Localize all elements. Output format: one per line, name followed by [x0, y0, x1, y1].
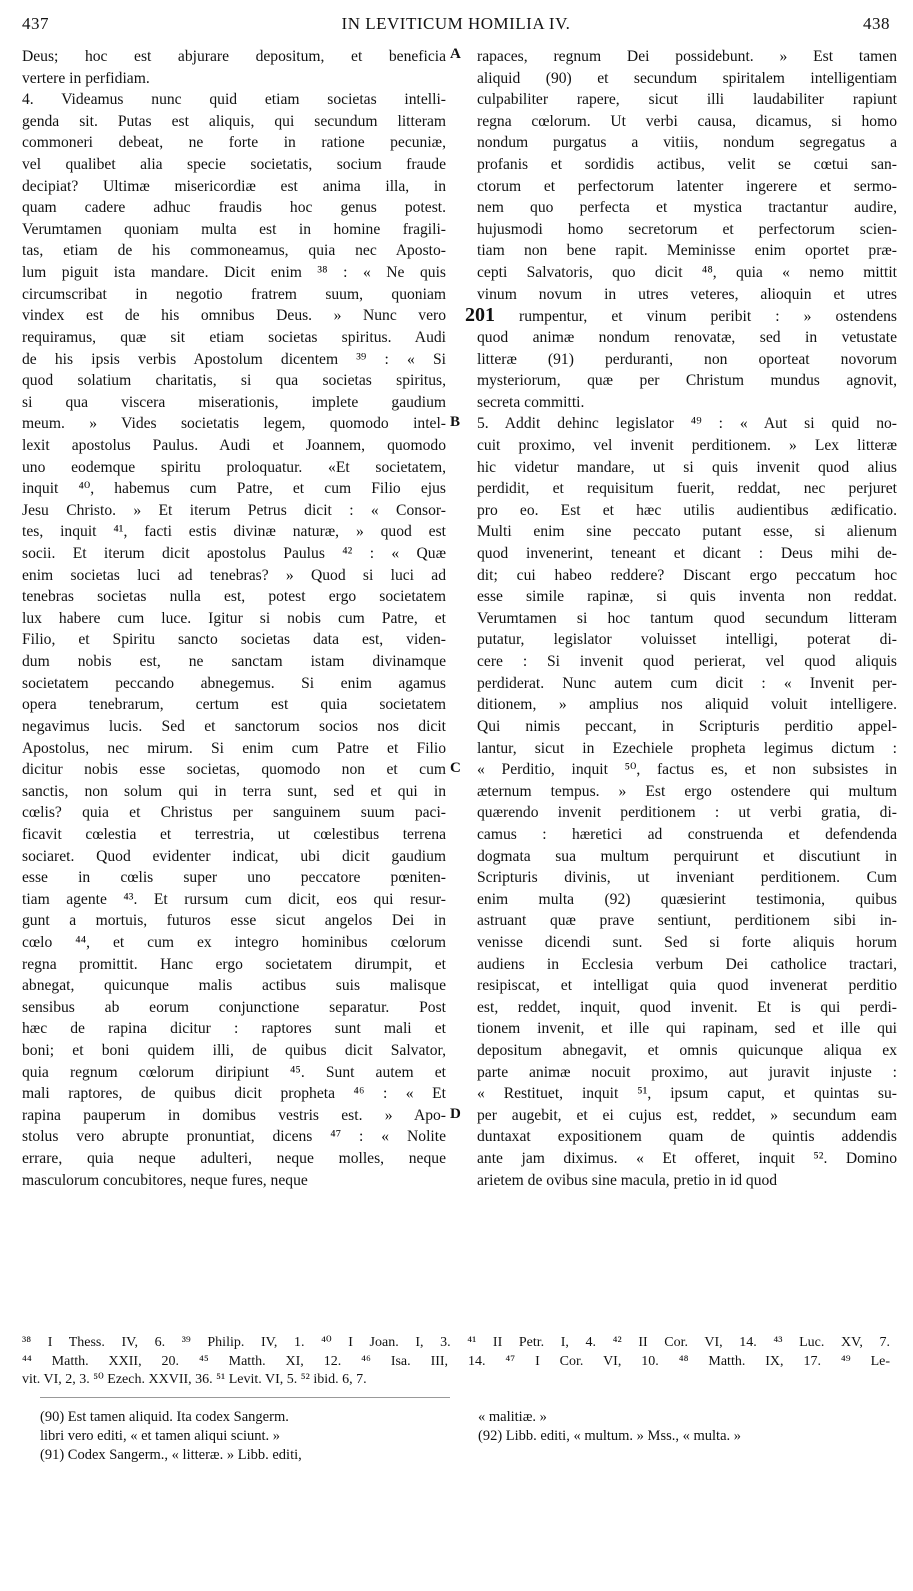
text-line: hujusmodi homo secretorum et perfectorum scien-: [477, 220, 897, 238]
text-line: masculorum concubitores, neque fures, neque: [22, 1171, 308, 1189]
margin-marker-d: D: [450, 1106, 461, 1122]
editor-note-line: (91) Codex Sangerm., « litteræ. » Libb. editi,: [40, 1447, 302, 1463]
text-line: meum. » Vides societatis legem, quomodo intel-: [22, 415, 446, 433]
text-line: nem quo perfecta et mystica tractantur audire,: [477, 199, 897, 217]
text-line: tas, etiam de his commoneamus, quia nec Aposto-: [22, 242, 446, 260]
text-line: hic videtur mandare, ut si quis invenit quod alius: [477, 458, 897, 476]
text-line: quam cadere adhuc fraudis hoc genus potest.: [22, 199, 446, 217]
text-line: ante jam diximus. « Et offeret, inquit ⁵². Domino: [477, 1150, 897, 1168]
text-line: astruant quæ prave sentiunt, perditionem sibi in-: [477, 912, 897, 930]
text-line: dit; cui habeo reddere? Discant ergo peccatum hoc: [477, 566, 897, 584]
text-line: tenebras societas nulla est, potest ergo societatem: [22, 588, 446, 606]
text-line: resipiscat, et intelligat quia quod invenerat perditio: [477, 977, 897, 995]
editor-note-line: « malitiæ. »: [478, 1409, 547, 1425]
text-line: Jesu Christo. » Et iterum Petrus dicit : « Consor-: [22, 501, 446, 519]
text-line: esse simile rapinæ, si quis inventa non reddat.: [477, 588, 897, 606]
text-line: mysteriorum, quæ per Christum mundus agnovit,: [477, 372, 897, 390]
text-line: circumscribat in negotio fratrem suum, quoniam: [22, 285, 446, 303]
text-line: dicitur nobis esse societas, quomodo non et cum: [22, 761, 446, 779]
notes-divider: [40, 1397, 450, 1398]
text-line: quod animæ nondum renovatæ, sed in vetustate: [477, 328, 897, 346]
page-number-left: 437: [22, 14, 49, 33]
text-line: Filio, et Spiritu sancto societas data est, viden-: [22, 631, 446, 649]
text-line: æternum tempus. » Est ergo ostendere qui multum: [477, 782, 897, 800]
text-line: societatem peccando abnegemus. Si enim agamus: [22, 674, 446, 692]
text-line: quod invenerint, teneant et dicant : Deus mihi de-: [477, 545, 897, 563]
footnotes: [22, 1334, 890, 1390]
text-line: socii. Et iterum dicit apostolus Paulus ⁴² : « Quæ: [22, 545, 446, 563]
text-line: culpabiliter rapere, sicut illi laudabiliter rapiunt: [477, 91, 897, 109]
text-line: ficavit cœlestia et terrestria, ut cœlestibus terrena: [22, 825, 446, 843]
text-line: cepti Salvatoris, quo dicit ⁴⁸, quia « nemo mittit: [477, 264, 897, 282]
text-line: 5. Addit dehinc legislator ⁴⁹ : « Aut si quid no-: [477, 415, 897, 433]
text-line: Multi enim sine peccato putant esse, si alienum: [477, 523, 897, 541]
editor-notes-right: [478, 1408, 888, 1446]
margin-marker-b: B: [450, 414, 461, 430]
text-line: camus : hæretici ad construenda et defendenda: [477, 825, 897, 843]
text-line: Verumtamen si hoc tantum quod secundum litteram: [477, 609, 897, 627]
text-line: quia regnum cœlorum diripiunt ⁴⁵. Sunt autem et: [22, 1063, 446, 1081]
column-number: 201: [465, 305, 495, 327]
text-line: profanis et sordidis actibus, velit se cœtui san-: [477, 156, 897, 174]
text-line: audiens in Ecclesia verbum Dei catholice tractari,: [477, 955, 897, 973]
text-line: Verumtamen quoniam multa est in homine fragili-: [22, 220, 446, 238]
footnote-line: ³⁸ I Thess. IV, 6. ³⁹ Philip. IV, 1. ⁴⁰ I Joan. I, 3. ⁴¹ II Petr. I, 4. ⁴² II Cor. VI, 14. ⁴³ Luc. XV, 7.: [22, 1335, 890, 1350]
text-line: lantur, sicut in Ezechiele propheta legimus dictum :: [477, 739, 897, 757]
right-text-column: [465, 46, 897, 1191]
text-line: vel qualibet alia specie societatis, socium fraude: [22, 156, 446, 174]
text-line: pro eo. Est et hæc utilis audientibus ædificatio.: [477, 501, 897, 519]
text-line: cere : Si invenit quod perierat, vel quod aliquis: [477, 653, 897, 671]
editor-note-line: (90) Est tamen aliquid. Ita codex Sangerm.: [40, 1409, 289, 1425]
text-line: [465, 305, 897, 327]
running-header: [22, 14, 890, 40]
text-line: perdiderat. Nunc autem cum dicit : « Invenit per-: [477, 674, 897, 692]
text-line: arietem de ovibus sine macula, pretio in id quod: [477, 1171, 778, 1189]
text-line: tes, inquit ⁴¹, facti estis divinæ naturæ, » quod est: [22, 523, 446, 541]
text-line: Deus; hoc est abjurare depositum, et beneficia: [22, 48, 446, 65]
text-line: secreta committi.: [477, 393, 585, 411]
text-line: lux habere cum luce. Igitur si nobis cum Patre, et: [22, 609, 446, 627]
text-line: negavimus lucis. Sed et sanctorum socios nos dicit: [22, 717, 446, 735]
text-line: venisse dicendi sunt. Sed si forte aliquis horum: [477, 933, 897, 951]
editor-notes-left: [40, 1408, 450, 1465]
text-line: abnegat, quicunque malis actibus suis malisque: [22, 977, 446, 995]
text-line: est, reddet, inquit, quod invenit. Et is qui perdi-: [477, 998, 897, 1016]
text-line: commoneri debeat, ne forte in ratione pecuniæ,: [22, 134, 446, 152]
text-line: stolus vero abrupte pronuntiat, dicens ⁴⁷ : « Nolite: [22, 1128, 446, 1146]
text-line: regna cœlorum. Ut verbi causa, dicamus, si homo: [477, 112, 897, 130]
text-line: aliquid (90) et secundum spiritalem intelligentiam: [477, 69, 897, 87]
text-line: vindex est de his omnibus Deus. » Nunc vero: [22, 307, 446, 325]
footnote-line: ⁴⁴ Matth. XXII, 20. ⁴⁵ Matth. XI, 12. ⁴⁶ Isa. III, 14. ⁴⁷ I Cor. VI, 10. ⁴⁸ Matth. IX, 17. ⁴⁹ Le-: [22, 1353, 890, 1369]
text-line: inquit ⁴⁰, habemus cum Patre, et cum Filio ejus: [22, 480, 446, 498]
editor-note-line: (92) Libb. editi, « multum. » Mss., « multa. »: [478, 1428, 742, 1444]
text-line: per augebit, et ei cujus est, reddet, » secundum eam: [477, 1106, 897, 1124]
text-line: rapaces, regnum Dei possidebunt. » Est tamen: [477, 48, 897, 65]
text-line: sensibus ab eorum conjunctione separatur. Post: [22, 998, 446, 1016]
text-line: cœlis? quia et Christus per sanguinem suum paci-: [22, 804, 446, 822]
text-line: boni; et boni quidem illi, de quibus dicit Salvator,: [22, 1042, 446, 1060]
text-line: requiramus, quæ sit etiam societas spiritus. Audi: [22, 328, 446, 346]
text-line: duntaxat expositionem quam de quintis addendis: [477, 1128, 897, 1146]
text-line: esse in cœlis super uno peccatore pœniten-: [22, 869, 446, 887]
text-line: tiam agente ⁴³. Et rursum cum dicit, eos qui resur-: [22, 890, 446, 908]
editor-note-line: libri vero editi, « et tamen aliqui sciunt. »: [40, 1428, 281, 1444]
text-line: genda sit. Putas est aliquis, qui secundum litteram: [22, 112, 446, 130]
margin-marker-c: C: [450, 760, 461, 776]
text-line: nondum purgatus a vitiis, nondum segregatus a: [477, 134, 897, 152]
text-line: parte animæ nocuit proximo, aut juravit injuste :: [477, 1063, 897, 1081]
text-line: dogmata sua multum perquirunt et discutiunt in: [477, 847, 897, 865]
text-line: uno eodemque spiritu proloquatur. «Et societatem,: [22, 458, 446, 476]
text-line: sociaret. Quod evidenter indicat, ubi dicit gaudium: [22, 847, 446, 865]
text-line: dum nobis est, ne sanctam istam divinamque: [22, 653, 446, 671]
text-line: decipiat? Ultimæ misericordiæ est anima illa, in: [22, 177, 446, 195]
text-line: vertere in perfidiam.: [22, 69, 150, 87]
text-line: vinum novum in utres veteres, alioquin et utres: [477, 285, 897, 303]
text-line: putatur, legislator voluisset intelligi, poterat di-: [477, 631, 897, 649]
text-line: quærendo invenit perditionem : ut verbi gratia, di-: [477, 804, 897, 822]
text-line: gunt a mortuis, futuros esse sicut angelos Dei in: [22, 912, 446, 930]
text-line: Qui nimis peccant, in Scripturis perditio appel-: [477, 717, 897, 735]
text-line: depositum abnegavit, et omnis quicunque aliqua ex: [477, 1042, 897, 1060]
text-line: tiam non bene rapit. Meminisse enim oportet præ-: [477, 242, 897, 260]
running-title: IN LEVITICUM HOMILIA IV.: [341, 14, 571, 33]
left-text-column: [22, 46, 446, 1191]
text-line: Scripturis divinis, ut inveniant perditionem. Cum: [477, 869, 897, 887]
text-line: opera tenebrarum, certum est quia societatem: [22, 696, 446, 714]
text-line: mali raptores, de quibus dicit propheta ⁴⁶ : « Et: [22, 1085, 446, 1103]
text-line: perdidit, et requisitum fuerit, reddat, nec perjuret: [477, 480, 897, 498]
page-number-right: 438: [863, 14, 890, 33]
text-line: enim multa (92) quæsierint testimonia, quibus: [477, 890, 897, 908]
margin-marker-a: A: [450, 46, 461, 62]
text-line: quod solatium charitatis, si qua societas spiritus,: [22, 372, 446, 390]
text-line: errare, quia neque adulteri, neque molles, neque: [22, 1150, 446, 1168]
text-line: ditionem, » amplius nos aliquid voluit intelligere.: [477, 696, 897, 714]
footnote-line: vit. VI, 2, 3. ⁵⁰ Ezech. XXVII, 36. ⁵¹ Levit. VI, 5. ⁵² ibid. 6, 7.: [22, 1372, 367, 1387]
text-line: rapina pauperum in domibus vestris est. » Apo-: [22, 1106, 446, 1124]
text-line: « Restituet, inquit ⁵¹, ipsum caput, et quintas su-: [477, 1085, 897, 1103]
text-line: ctorum et perfectorum latenter ingerere et sermo-: [477, 177, 897, 195]
text-line: tionem invenit, et ille qui rapinam, sed et ille qui: [477, 1020, 897, 1038]
text-line: enim societas luci ad tenebras? » Quod si luci ad: [22, 566, 446, 584]
text-line: sanctis, non solum qui in terra sunt, sed et qui in: [22, 782, 446, 800]
text-line: « Perditio, inquit ⁵⁰, factus es, et non subsistes in: [477, 761, 897, 779]
text-line: regna promittit. Hanc ergo societatem dirumpit, et: [22, 955, 446, 973]
text-line: 4. Videamus nunc quid etiam societas intelli-: [22, 91, 446, 109]
text-line: cœlo ⁴⁴, et cum ex integro hominibus cœlorum: [22, 933, 446, 951]
text-line-rest: rumpentur, et vinum peribit : » ostendens: [495, 308, 897, 326]
text-line: de his ipsis verbis Apostolum dicentem ³⁹ : « Si: [22, 350, 446, 368]
text-line: cuit proximo, vel invenit perditionem. » Lex litteræ: [477, 436, 897, 454]
text-line: litteræ (91) perduranti, non oporteat novorum: [477, 350, 897, 368]
text-line: lum piguit ista mandare. Dicit enim ³⁸ : « Ne quis: [22, 264, 446, 282]
text-line: lexit apostolus Paulus. Audi et Joannem, quomodo: [22, 436, 446, 454]
text-line: Apostolus, nec mirum. Si enim cum Patre et Filio: [22, 739, 446, 757]
text-line: hæc de rapina dicitur : raptores sunt mali et: [22, 1020, 446, 1038]
text-line: si qua viscera miserationis, implete gaudium: [22, 393, 446, 411]
